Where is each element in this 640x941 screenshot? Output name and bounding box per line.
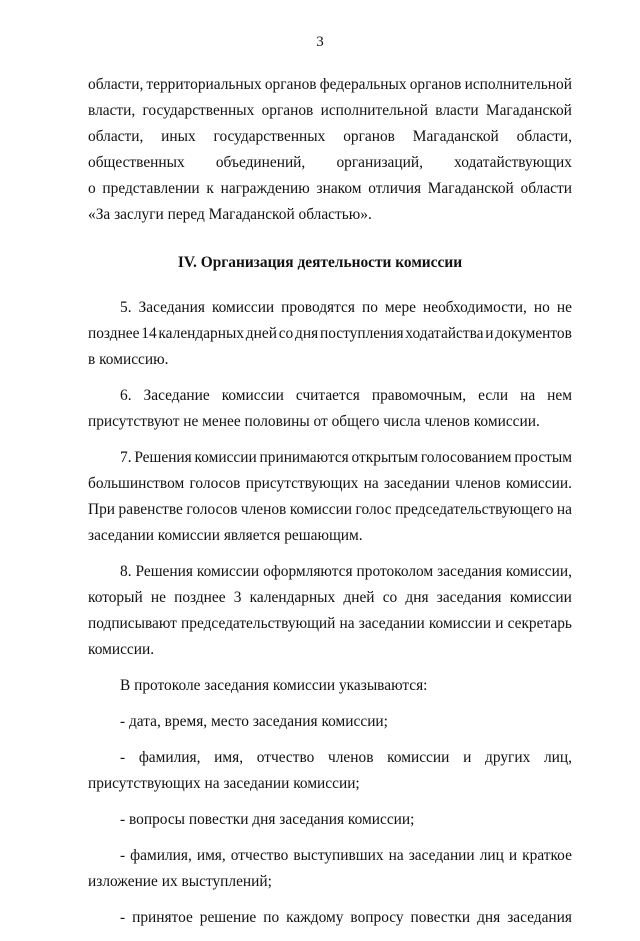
word: федеральных [319,76,407,93]
word: по [361,299,378,316]
word: фамилия, [130,847,192,864]
word: комиссии [509,589,572,606]
paragraph-8 [88,559,572,663]
word: голос [355,501,392,518]
word: вопросу [350,909,404,926]
text-line [88,807,572,833]
word: заседания [437,563,502,580]
word: заседания [436,589,502,606]
list-item [88,843,572,895]
word: области, [516,128,572,145]
text-line [88,124,572,150]
text-line [88,611,572,637]
word: дней [245,325,277,342]
word: власти, [88,102,136,119]
text-line [88,409,572,435]
word: но [533,299,550,316]
word: 6. [120,387,132,404]
word: заседании [383,475,450,492]
text-line [88,637,572,663]
word: 14 [141,325,157,342]
word: награждению [220,180,310,197]
word: имя, [214,749,244,766]
word: области, [88,128,144,145]
text-line [88,673,572,699]
word: 7. [120,449,132,466]
text-line [88,295,572,321]
paragraph-5 [88,295,572,373]
word: дней [343,589,375,606]
word: правомочным, [371,387,467,404]
word: комиссии, [505,563,572,580]
line-text: изложение их выступлений; [88,873,272,890]
word: комиссии [387,749,450,766]
word: - [120,749,126,766]
word: голосов [189,475,241,492]
word: о [88,180,96,197]
word: календарных [158,325,245,342]
text-line [88,869,572,895]
list-item [88,745,572,797]
word: краткое [522,847,572,864]
word: протоколом [356,563,434,580]
word: лиц [479,847,504,864]
word: членов [328,749,374,766]
text-line [88,497,572,523]
word: государственных [142,102,255,119]
word: календарных [249,589,336,606]
word: заседании [358,615,425,632]
word: исполнительной [464,76,572,93]
word: организаций, [336,154,423,171]
protocol-intro [88,673,572,699]
word: не [556,299,572,316]
word: общественных [88,154,185,171]
text-line [88,347,572,373]
word: комиссии [194,449,257,466]
word: выступивших [293,847,384,864]
word: подписывают [88,615,177,632]
word: позднее [88,325,140,342]
line-text: - вопросы повестки дня заседания комиссии; [120,811,415,828]
text-line [88,383,572,409]
word: области, [88,76,144,93]
word: ходатайства [405,325,484,342]
line-text: в комиссию. [88,351,169,368]
word: на [388,847,404,864]
word: других [485,749,531,766]
word: имя, [196,847,226,864]
line-text: «За заслуги перед Магаданской областью». [88,206,372,223]
word: со [382,589,398,606]
word: к [206,180,214,197]
word: - [120,847,126,864]
word: каждому [286,909,344,926]
text-line [88,98,572,124]
section-heading: IV. Организация деятельности комиссии [177,254,463,271]
word: секретарь [507,615,572,632]
word: мере [384,299,416,316]
word: на [556,501,572,518]
word: Магаданской [412,128,499,145]
word: объединений, [215,154,306,171]
word: Решения [135,563,193,580]
word: голосованием [420,449,512,466]
word: на [363,475,379,492]
word: по [263,909,280,926]
word: Решения [134,449,192,466]
text-line [88,321,572,347]
word: необходимости, [423,299,527,316]
word: на [339,615,355,632]
word: и [485,325,494,342]
list-item [88,709,572,735]
word: считается [295,387,360,404]
word: представлении [102,180,200,197]
word: - [120,909,126,926]
word: комиссии [196,563,260,580]
text-line [88,150,572,176]
intro-paragraph [88,72,572,228]
text-line [88,745,572,771]
word: органов [409,76,462,93]
word: оформляются [263,563,353,580]
word: и [508,847,518,864]
line-text: присутствуют не менее половины от общего числа членов комиссии. [88,413,540,430]
word: на [520,387,536,404]
text-line [88,771,572,797]
text-line [88,72,572,98]
text-line [88,523,572,549]
word: со [278,325,294,342]
word: органов [343,128,395,145]
word: Магаданской [485,102,572,119]
word: 5. [120,299,132,316]
word: принимаются [259,449,349,466]
section-body [88,295,572,941]
word: комиссии. [505,475,572,492]
word: который [88,589,143,606]
word: территориальных [146,76,262,93]
word: отличия [368,180,422,197]
word: заседания [507,909,572,926]
word: исполнительной [320,102,428,119]
word: 3 [233,589,242,606]
text-line [88,445,572,471]
text-line [88,709,572,735]
word: знаком [316,180,362,197]
word: голосов [186,501,238,518]
word: органов [264,76,317,93]
word: документов [495,325,572,342]
word: председательствующего [395,501,554,518]
word: и [495,615,504,632]
word: повестки [410,909,471,926]
word: решение [199,909,257,926]
word: комиссии [428,615,492,632]
word: отчество [230,847,289,864]
word: 8. [120,563,132,580]
word: иных [161,128,196,145]
word: председательствующий [181,615,336,632]
text-line [88,585,572,611]
word: дня [295,325,319,342]
word: государственных [213,128,326,145]
line-text: присутствующих на заседании комиссии; [88,775,360,792]
paragraph-6 [88,383,572,435]
page-number: 3 [316,34,324,50]
word: проводятся [281,299,355,316]
word: большинством [88,475,185,492]
text-line [88,202,572,228]
word: заседании [408,847,475,864]
word: комиссии [289,501,353,518]
word: отчество [256,749,315,766]
line-text: комиссии. [88,641,155,658]
word: комиссии [221,387,284,404]
word: дня [477,909,501,926]
word: открытым [351,449,419,466]
word: власти [435,102,479,119]
line-text: - дата, время, место заседания комиссии; [120,713,388,730]
word: лиц, [543,749,572,766]
word: простым [514,449,572,466]
text-line [88,176,572,202]
line-text: В протоколе заседания комиссии указываются: [120,677,428,694]
text-line [88,843,572,869]
word: если [478,387,509,404]
word: не [150,589,166,606]
word: Заседание [143,387,210,404]
paragraph-7 [88,445,572,549]
word: позднее [174,589,226,606]
word: и [463,749,472,766]
word: комиссии [211,299,275,316]
word: ходатайствующих [454,154,572,171]
word: присутствующих [245,475,359,492]
word: области [520,180,572,197]
word: поступления [319,325,404,342]
line-text: заседании комиссии является решающим. [88,527,363,544]
text-line [88,559,572,585]
text-line [88,905,572,931]
word: нем [547,387,572,404]
word: При [88,501,116,518]
word: принятое [132,909,193,926]
word: членов [240,501,287,518]
word: Заседания [138,299,205,316]
word: членов [455,475,501,492]
word: дня [405,589,429,606]
word: Магаданской [427,180,514,197]
word: фамилия, [138,749,201,766]
word: органов [261,102,314,119]
list-item [88,807,572,833]
word: равенстве [118,501,183,518]
list-item [88,905,572,931]
text-line [88,471,572,497]
